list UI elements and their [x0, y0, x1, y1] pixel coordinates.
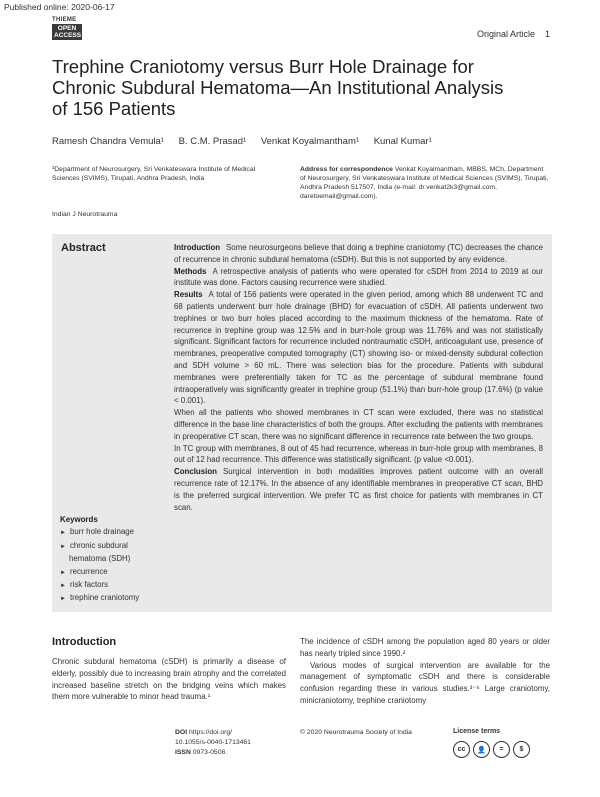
- correspondence-address: [300, 165, 550, 201]
- abstract-section: [52, 234, 552, 612]
- copyright-notice: © 2020 Neurotrauma Society of India: [300, 729, 412, 736]
- abstract-results: [174, 289, 543, 407]
- intro-paragraph: Various modes of surgical intervention are available for the management of symptomatic cSDH and there is considerable confusion regarding these in various studies.³⁻⁶ Large craniotomy, minicraniotomy, trephine craniotomy: [300, 660, 550, 705]
- author-list: [52, 136, 444, 147]
- abstract-intro-label: Introduction: [174, 243, 221, 252]
- article-type-label: Original Article: [476, 29, 535, 39]
- introduction-heading: Introduction: [52, 636, 117, 648]
- abstract-conclusion-label: Conclusion: [174, 467, 217, 477]
- abstract-methods-text: A retrospective analysis of patients who were operated for cSDH from 2014 to 2019 at our institute was done. Factors causing recurrence were studied.: [174, 266, 543, 288]
- keyword-item: ► trephine craniotomy: [60, 592, 170, 605]
- author-name: Kunal Kumar¹: [373, 136, 432, 147]
- abstract-methods: [174, 266, 543, 290]
- cc-by-icon: 👤: [473, 741, 490, 758]
- paper-title: Trephine Craniotomy versus Burr Hole Drainage for Chronic Subdural Hematoma—An Institutional Analysis of 156 Patients: [52, 56, 504, 119]
- author-name: Ramesh Chandra Vemula¹: [52, 136, 164, 147]
- abstract-results-label: Results: [174, 290, 203, 300]
- doi-label: DOI: [175, 729, 188, 736]
- introduction-right-column: [300, 636, 550, 707]
- author-name: B. C.M. Prasad¹: [178, 136, 247, 147]
- logo-theme-text: THIEME: [52, 17, 77, 23]
- keyword-item-continuation: hematoma (SDH): [69, 554, 131, 564]
- intro-paragraph: The incidence of cSDH among the population aged 80 years or older has nearly tripled since 1990.²: [300, 637, 550, 658]
- correspondence-text: Venkat Koyalmantham, MBBS, MCh, Department of Neurosurgery, Sri Venkateswara Institute of Medical Sciences (SVIMS), Tirupati, Andhra Pradesh 517507, India (e-mail: dr.venkat2k3@gmail.com, daretoemail@gmail.com).: [300, 166, 549, 200]
- published-date: Published online: 2020-06-17: [4, 2, 115, 12]
- keyword-item: ► chronic subdural: [60, 540, 170, 553]
- correspondence-label: Address for correspondence: [300, 166, 393, 173]
- abstract-intro-text: Some neurosurgeons believe that doing a trephine craniotomy (TC) decreases the chance of recurrence in chronic subdural hematoma (cSDH). But this is not supported by any evidence.: [174, 243, 543, 264]
- article-type-header: [477, 29, 550, 39]
- cc-nc-icon: $: [513, 741, 530, 758]
- issn-value: 0973-0508.: [192, 748, 228, 756]
- issn-label: ISSN: [175, 748, 191, 756]
- abstract-conclusion-text: Surgical intervention in both modalities improves patient outcome with an overall recurrence rate of 12.17%. In the absence of any identifiable membranes in preoperative CT scan, BHD is the preferred surgical intervention. We prefer TC as first choice for patients with membranes in CT scan.: [174, 467, 543, 512]
- abstract-body: [174, 242, 543, 513]
- abstract-results-cont2: In TC group with membranes, 8 out of 45 had recurrence, whereas in burr-hole group with membranes, 8 out of 12 had recurrence. This difference was statistically significant. (p value <0.001).: [174, 443, 543, 465]
- abstract-methods-label: Methods: [174, 266, 207, 276]
- affiliation: ¹Department of Neurosurgery, Sri Venkateswara Institute of Medical Sciences (SVIMS), Tirupati, Andhra Pradesh, India: [52, 166, 256, 182]
- keyword-item: ► recurrence: [60, 566, 170, 579]
- author-name: Venkat Koyalmantham¹: [260, 136, 360, 147]
- license-icons: [453, 741, 530, 758]
- abstract-results-cont: When all the patients who showed membranes in CT scan were excluded, there was no statistical difference in the base line characteristics of both the groups. After excluding the patients with membranes in preoperative CT scan, there was no significant difference in recurrence rate between the two groups.: [174, 408, 543, 441]
- doi-value[interactable]: 10.1055/s-0040-1713461: [175, 738, 251, 746]
- introduction-left-column: Chronic subdural hematoma (cSDH) is primarily a disease of elderly, possibly due to increasing brain atrophy and the correlated increased baseline stretch on the bridging veins which makes them more vulnerable to minor head trauma.¹: [52, 657, 286, 702]
- license-label: License terms: [453, 728, 501, 735]
- journal-name: Indian J Neurotrauma: [52, 211, 118, 218]
- keywords-list: [60, 514, 170, 606]
- abstract-results-text: A total of 156 patients were operated in the given period, among which 88 underwent TC and 68 patients underwent burr hole drainage (BHD) for evacuation of cSDH. All patients underwent two trephines or two burr holes placed according to the maximum thickness of the hematoma. Rate of recurrence in trephine group was 12.5% and in burr-hole group was 11.76% and was not statistically significant. Significant factors for recurrence included nontraumatic cSDH, anticoagulant use, presence of membranes, preoperative computed tomography (CT) showing iso- or mixed-density subdural collection and SDH volume > 60 mL. There was selection bias for the procedure. Patients with subdural membranes were preferentially taken for TC as the percentage of subdural membrane found intraoperatively was significantly greater in trephine group (51.1%) than burr-hole group (17.6%) (p value < 0.001).: [174, 290, 543, 406]
- keyword-item: ► burr hole drainage: [60, 526, 170, 539]
- page-number: 1: [544, 29, 550, 39]
- logo-open-access-text: OPEN ACCESS: [54, 25, 82, 39]
- doi-link[interactable]: https://doi.org/: [188, 729, 233, 736]
- abstract-heading: Abstract: [61, 242, 106, 254]
- footer-doi: [175, 728, 251, 757]
- thieme-open-access-logo: [52, 17, 82, 40]
- abstract-introduction: [174, 242, 543, 266]
- cc-icon: cc: [453, 741, 470, 758]
- abstract-conclusion: [174, 466, 543, 513]
- cc-nd-icon: =: [493, 741, 510, 758]
- keywords-heading: Keywords: [60, 515, 98, 524]
- keyword-item: ► risk factors: [60, 579, 170, 592]
